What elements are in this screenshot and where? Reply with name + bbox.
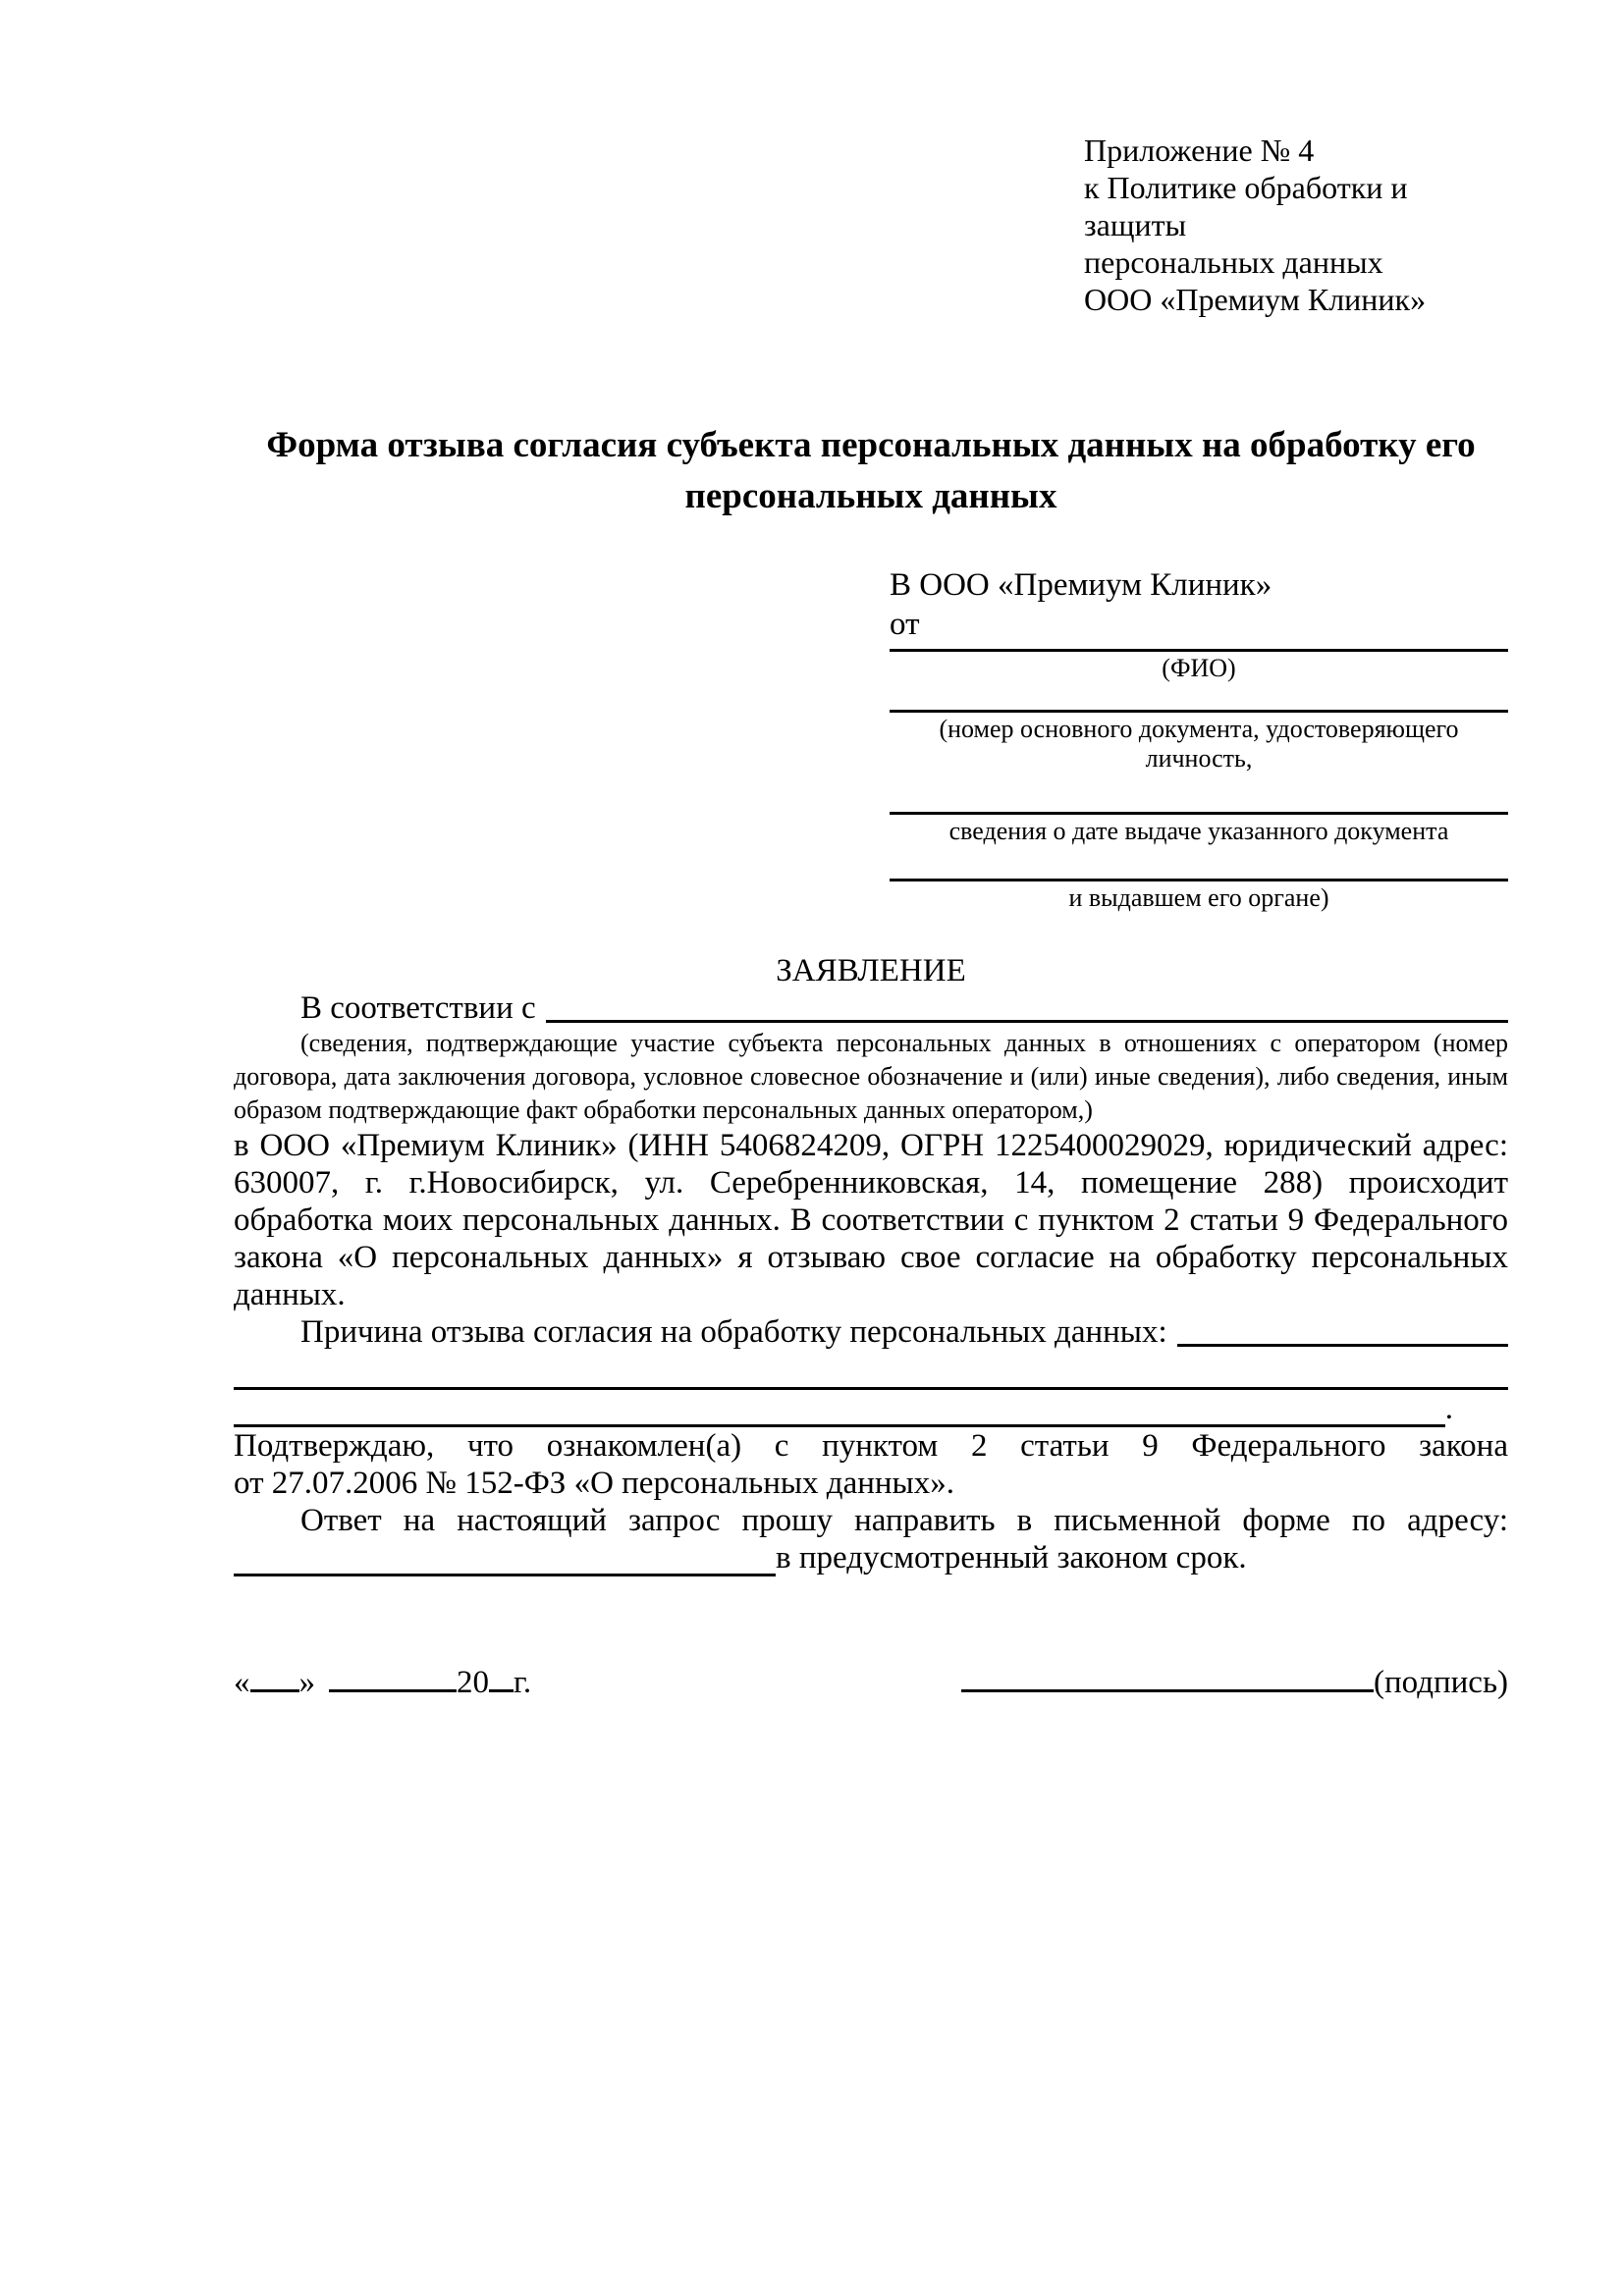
- issuing-authority-input-line[interactable]: [890, 846, 1508, 881]
- fio-input-line[interactable]: [890, 644, 1508, 652]
- reply-address-row: [234, 1539, 1508, 1576]
- document-number-field: [890, 683, 1508, 774]
- issuing-authority-field: [890, 846, 1508, 913]
- appendix-line: ООО «Премиум Клиник»: [1084, 282, 1427, 317]
- document-number-caption: (номер основного документа, удостоверяющего личность,: [939, 715, 1459, 773]
- date-group: [234, 1659, 531, 1701]
- confirmation-line-1: Подтверждаю, что ознакомлен(а) с пунктом 2 статьи 9 Федерального закона: [234, 1428, 1508, 1464]
- date-month-input-line[interactable]: [329, 1659, 457, 1692]
- reason-end-period: .: [1444, 1391, 1453, 1426]
- reason-input-line-2[interactable]: [234, 1351, 1508, 1390]
- date-year-input-line[interactable]: [489, 1659, 514, 1692]
- reason-paragraph: [234, 1313, 1508, 1351]
- reply-suffix: в предусмотренный законом срок.: [776, 1540, 1247, 1575]
- basis-note: (сведения, подтверждающие участие субъекта персональных данных в отношениях с оператором (номер договора, дата заключения договора, условное словесное обозначение и (или) иные сведения), либо сведения, иным образом подтверждающие факт обработки персональных данных оператором,): [234, 1029, 1508, 1124]
- addressee-to: В ООО «Премиум Клиник»: [890, 567, 1272, 603]
- confirmation-paragraph: [234, 1427, 1508, 1502]
- appendix-line: персональных данных: [1084, 244, 1383, 280]
- reply-address-input-line[interactable]: [234, 1541, 776, 1576]
- appendix-line: к Политике обработки и защиты: [1084, 170, 1408, 242]
- reason-input-line-3[interactable]: [234, 1392, 1445, 1427]
- reply-paragraph: [234, 1502, 1508, 1576]
- signature-caption: (подпись): [1374, 1665, 1508, 1700]
- date-year-suffix: г.: [514, 1665, 532, 1700]
- appendix-note: [1084, 132, 1508, 318]
- date-year-prefix: 20: [457, 1665, 489, 1700]
- issuing-authority-caption: и выдавшем его органе): [1068, 883, 1329, 912]
- signature-input-line[interactable]: [961, 1659, 1374, 1692]
- fio-caption: (ФИО): [1162, 654, 1236, 682]
- reply-prefix: Ответ на настоящий запрос прошу направить в письменной форме по адресу:: [300, 1503, 1508, 1538]
- reason-input-line[interactable]: [1177, 1313, 1508, 1347]
- basis-input-line[interactable]: [546, 989, 1508, 1023]
- date-quote-open: «: [234, 1665, 250, 1700]
- date-day-input-line[interactable]: [250, 1659, 299, 1692]
- document-issue-date-input-line[interactable]: [890, 774, 1508, 815]
- form-title: Форма отзыва согласия субъекта персональных данных на обработку его персональных данных: [266, 425, 1476, 516]
- document-number-input-line[interactable]: [890, 683, 1508, 713]
- reason-label: Причина отзыва согласия на обработку персональных данных:: [300, 1314, 1167, 1350]
- date-signature-row: [234, 1659, 1508, 1701]
- document-issue-date-field: [890, 774, 1508, 846]
- fio-field: [890, 644, 1508, 683]
- date-quote-close: »: [298, 1665, 315, 1700]
- addressee-block: [890, 565, 1508, 913]
- reason-input-line-3-row: [234, 1390, 1508, 1427]
- addressee-from-label: от: [890, 607, 920, 642]
- signature-group: [961, 1659, 1508, 1701]
- appendix-line: Приложение № 4: [1084, 133, 1315, 168]
- body-paragraph: в ООО «Премиум Клиник» (ИНН 5406824209, ОГРН 1225400029029, юридический адрес: 630007, г. г.Новосибирск, ул. Серебренниковская, 14, помещение 288) происходит обработка моих персональных данных. В соответствии с пунктом 2 статьи 9 Федерального закона «О персональных данных» я отзываю свое согласие на обработку персональных данных.: [234, 1128, 1508, 1312]
- basis-paragraph: [234, 989, 1508, 1027]
- document-issue-date-caption: сведения о дате выдаче указанного документа: [948, 817, 1449, 845]
- statement-heading: ЗАЯВЛЕНИЕ: [776, 953, 966, 988]
- confirmation-line-2: от 27.07.2006 № 152-ФЗ «О персональных данных».: [234, 1466, 954, 1501]
- basis-prefix: В соответствии с: [300, 990, 536, 1026]
